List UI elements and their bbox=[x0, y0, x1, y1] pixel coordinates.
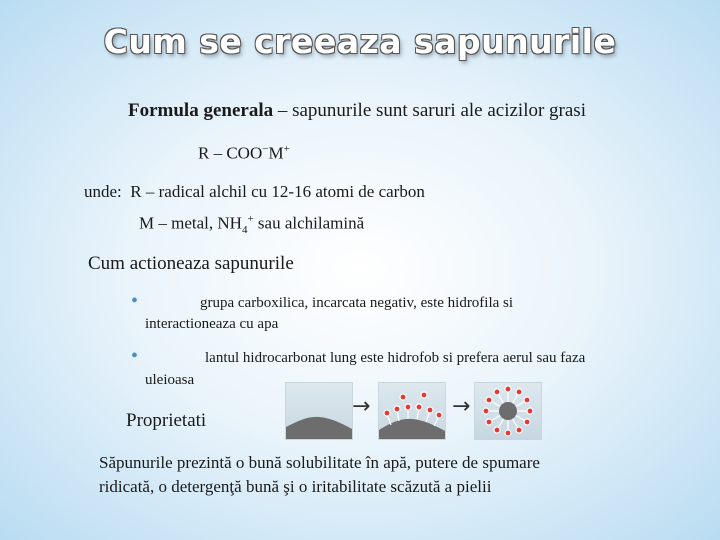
where-line-2 bbox=[139, 213, 364, 236]
where-lead: unde: bbox=[84, 182, 122, 201]
micelle-head bbox=[505, 386, 511, 392]
nh4-subscript: 4 bbox=[241, 224, 248, 237]
formula-expression bbox=[198, 143, 290, 164]
expr-metal: M bbox=[268, 143, 284, 163]
expr-plus: + bbox=[283, 143, 290, 155]
micelle-head bbox=[494, 389, 500, 395]
formula-label: Formula generala bbox=[128, 100, 274, 121]
micelle-tail bbox=[516, 416, 526, 422]
micelle-tail bbox=[498, 394, 504, 404]
micelle-head bbox=[516, 389, 522, 395]
micelle-head bbox=[516, 427, 522, 433]
where-metal: M – metal, NH bbox=[139, 213, 242, 233]
micelle-head bbox=[527, 408, 533, 414]
micelle-tail bbox=[498, 419, 504, 429]
panel-surfactant-attach bbox=[378, 382, 446, 440]
micelle-tail bbox=[513, 394, 519, 404]
slide-title: Cum se creeaza sapunurile bbox=[103, 22, 617, 61]
bullet-1-line-b: interactioneaza cu apa bbox=[145, 316, 279, 332]
micelle-head bbox=[486, 419, 492, 425]
surfactant-attach-illustration bbox=[379, 383, 445, 439]
bullet-dot-2: • bbox=[131, 345, 139, 367]
dirt-on-surface-illustration bbox=[286, 383, 352, 439]
where-alkylamine: sau alchilamină bbox=[253, 213, 365, 233]
arrow-2-icon: → bbox=[452, 394, 471, 419]
micelle-tail bbox=[491, 401, 501, 407]
bullet-2-line-a: lantul hidrocarbonat lung este hidrofob si prefera aerul sau faza bbox=[205, 350, 586, 366]
bullet-dot-1: • bbox=[131, 290, 139, 312]
micelle-head bbox=[486, 397, 492, 403]
bullet-2-line-b: uleioasa bbox=[145, 372, 195, 388]
micelle-head bbox=[483, 408, 489, 414]
micelle-head bbox=[524, 419, 530, 425]
micelle-illustration bbox=[475, 383, 541, 439]
properties-line-2: ridicată, o detergenţă bună şi o iritabilitate scăzută a pielii bbox=[99, 477, 492, 496]
micelle-head bbox=[494, 427, 500, 433]
arrow-1-icon: → bbox=[352, 394, 371, 419]
micelle-head bbox=[505, 430, 511, 436]
expr-minus: − bbox=[262, 143, 269, 155]
panel-micelle bbox=[474, 382, 542, 440]
action-heading: Cum actioneaza sapunurile bbox=[88, 253, 294, 274]
micelle-tail bbox=[491, 416, 501, 422]
panel-dirt bbox=[285, 382, 353, 440]
micelle-tail bbox=[516, 401, 526, 407]
nh4-charge: + bbox=[247, 213, 254, 225]
where-radical: R – radical alchil cu 12-16 atomi de carbon bbox=[130, 182, 425, 201]
formula-line bbox=[128, 100, 586, 122]
micelle-head bbox=[524, 397, 530, 403]
formula-text: – sapunurile sunt saruri ale acizilor grasi bbox=[273, 100, 586, 121]
expr-prefix: R – COO bbox=[198, 143, 263, 163]
properties-line-1: Săpunurile prezintă o bună solubilitate în apă, putere de spumare bbox=[99, 453, 540, 472]
properties-heading: Proprietati bbox=[126, 410, 207, 431]
micelle-tail bbox=[513, 419, 519, 429]
bullet-1-line-a: grupa carboxilica, incarcata negativ, este hidrofila si bbox=[200, 295, 514, 311]
where-line-1 bbox=[84, 182, 425, 202]
